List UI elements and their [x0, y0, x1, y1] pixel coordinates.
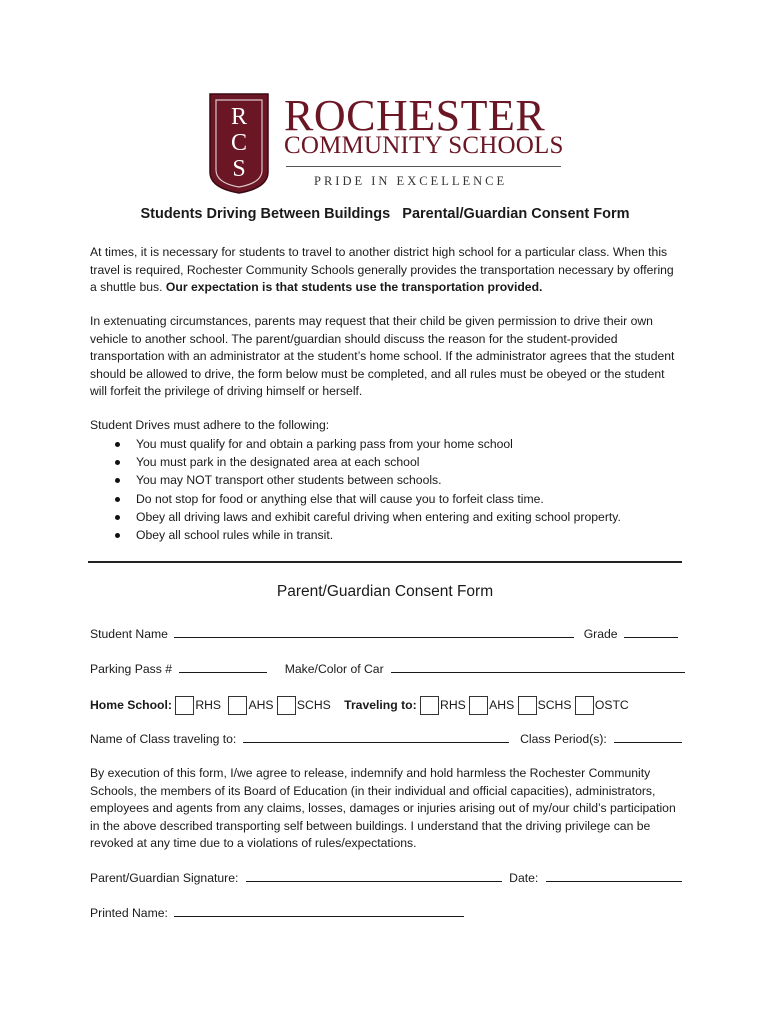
intro-text: At times, it is necessary for students to travel to another district high school for a particular class. When this travel is required, Rochester Community Schools generally provides the transportation necessary by offering a shuttle bus.	[90, 245, 674, 295]
travel-ostc-label: OSTC	[594, 698, 629, 712]
list-item: You must qualify for and obtain a parking pass from your home school	[108, 435, 621, 453]
logo-letter-s: S	[232, 156, 246, 182]
home-rhs-checkbox[interactable]	[175, 696, 194, 715]
logo-letter-r: R	[230, 104, 248, 130]
printed-name-label: Printed Name:	[90, 906, 168, 920]
signature-label: Parent/Guardian Signature:	[90, 871, 239, 885]
logo-rule	[286, 166, 561, 167]
list-item: Obey all driving laws and exhibit careful driving when entering and exiting school property.	[108, 508, 621, 526]
travel-ahs-label: AHS	[489, 698, 515, 712]
signature-row	[90, 870, 682, 885]
home-rhs-label: RHS	[195, 698, 222, 712]
period-field[interactable]	[614, 731, 682, 743]
traveling-label: Traveling to:	[344, 698, 417, 712]
rules-list	[108, 435, 621, 544]
parking-row	[90, 661, 685, 676]
list-item: Obey all school rules while in transit.	[108, 526, 621, 544]
org-tagline: PRIDE IN EXCELLENCE	[314, 174, 508, 188]
travel-rhs-checkbox[interactable]	[420, 696, 439, 715]
travel-ostc-checkbox[interactable]	[575, 696, 594, 715]
form-title: Parent/Guardian Consent Form	[276, 583, 494, 600]
home-ahs-label: AHS	[248, 698, 274, 712]
parking-pass-label: Parking Pass #	[90, 662, 172, 676]
date-label: Date:	[509, 871, 539, 885]
printed-name-row	[90, 905, 464, 920]
document-title: Students Driving Between Buildings Parental/Guardian Consent Form	[140, 206, 630, 222]
travel-ahs-checkbox[interactable]	[469, 696, 488, 715]
intro-emphasis: Our expectation is that students use the transportation provided.	[165, 280, 543, 295]
intro-paragraph	[90, 244, 682, 297]
class-label: Name of Class traveling to:	[90, 732, 237, 746]
signature-field[interactable]	[246, 870, 502, 882]
make-color-field[interactable]	[391, 661, 685, 673]
home-school-label: Home School:	[90, 698, 172, 712]
period-label: Class Period(s):	[520, 732, 607, 746]
make-color-label: Make/Color of Car	[284, 662, 384, 676]
school-logo	[208, 92, 568, 194]
student-name-row	[90, 626, 678, 641]
grade-field[interactable]	[624, 626, 678, 638]
student-name-label: Student Name	[90, 627, 168, 641]
student-name-field[interactable]	[174, 626, 574, 638]
logo-letter-c: C	[230, 130, 248, 156]
org-name-line1: ROCHESTER	[284, 91, 546, 140]
home-ahs-checkbox[interactable]	[228, 696, 247, 715]
rcs-shield-icon	[208, 92, 270, 194]
list-item: Do not stop for food or anything else that will cause you to forfeit class time.	[108, 490, 621, 508]
travel-schs-checkbox[interactable]	[518, 696, 537, 715]
school-row	[90, 696, 629, 715]
rules-intro: Student Drives must adhere to the following:	[90, 418, 330, 432]
circumstances-paragraph: In extenuating circumstances, parents may request that their child be given permission to drive their own vehicle to another school. The parent/guardian should discuss the reason for the student-provided transportation with an administrator at the student’s home school. If the administrator agrees that the student should be allowed to drive, the form below must be completed, and all rules must be obeyed or the student will forfeit the privilege of driving himself or herself.	[90, 314, 675, 399]
section-divider	[88, 561, 682, 563]
list-item: You may NOT transport other students between schools.	[108, 471, 621, 489]
org-name-line2: COMMUNITY SCHOOLS	[284, 132, 564, 159]
grade-label: Grade	[583, 627, 618, 641]
travel-rhs-label: RHS	[440, 698, 466, 712]
home-schs-label: SCHS	[296, 698, 331, 712]
travel-schs-label: SCHS	[537, 698, 572, 712]
agreement-paragraph: By execution of this form, I/we agree to release, indemnify and hold harmless the Rochester Community Schools, the members of its Board of Education (in their individual and official capacities), administrators, employees and agents from any claims, losses, damages or injuries arising out of my/our child’s participation in the above described transporting self between buildings. I understand that the driving privilege can be revoked at any time due to a violations of rules/expectations.	[90, 766, 676, 851]
class-field[interactable]	[243, 731, 509, 743]
date-field[interactable]	[546, 870, 682, 882]
list-item: You must park in the designated area at each school	[108, 453, 621, 471]
home-schs-checkbox[interactable]	[277, 696, 296, 715]
class-row	[90, 731, 682, 746]
parking-pass-field[interactable]	[179, 661, 267, 673]
printed-name-field[interactable]	[174, 905, 464, 917]
